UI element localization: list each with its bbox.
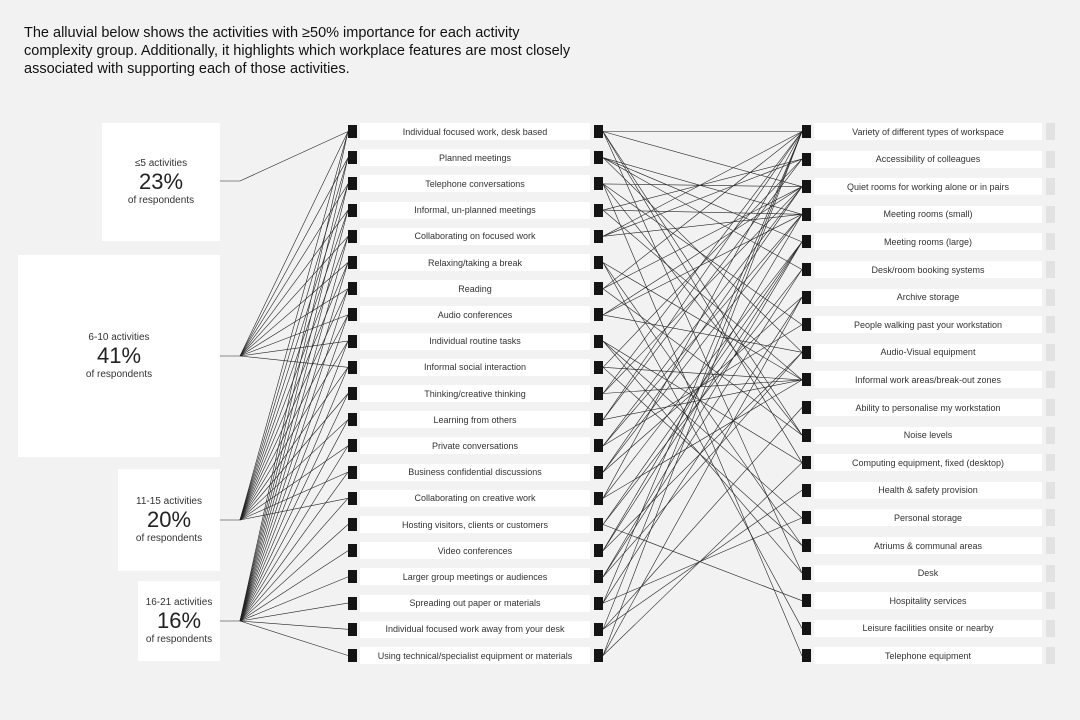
group-activity-link xyxy=(240,603,348,621)
group-activity-link xyxy=(240,472,348,520)
activity-label: Thinking/creative thinking xyxy=(360,385,590,402)
feature-label: Meeting rooms (large) xyxy=(814,233,1042,250)
activity-marker-left xyxy=(348,439,357,452)
activity-feature-link xyxy=(603,242,802,551)
activity-label: Business confidential discussions xyxy=(360,464,590,481)
activity-label: Learning from others xyxy=(360,411,590,428)
feature-marker xyxy=(802,539,811,552)
feature-label: Computing equipment, fixed (desktop) xyxy=(814,454,1042,471)
activity-marker-left xyxy=(348,492,357,505)
group-box xyxy=(102,123,220,241)
feature-label: Personal storage xyxy=(814,509,1042,526)
group-label: 16-21 activities xyxy=(145,597,213,608)
feature-label: Ability to personalise my workstation xyxy=(814,399,1042,416)
group-percent: 16% xyxy=(156,608,202,633)
group-percent: 20% xyxy=(146,507,192,532)
feature-label: Variety of different types of workspace xyxy=(814,123,1042,140)
activity-label: Individual focused work away from your desk xyxy=(360,621,590,638)
activity-feature-link xyxy=(603,341,802,573)
feature-endcap xyxy=(1046,454,1055,471)
feature-marker xyxy=(802,401,811,414)
feature-marker xyxy=(802,263,811,276)
feature-marker xyxy=(802,484,811,497)
feature-endcap xyxy=(1046,233,1055,250)
feature-label: Hospitality services xyxy=(814,592,1042,609)
group-activity-link xyxy=(240,315,348,621)
feature-label: Meeting rooms (small) xyxy=(814,206,1042,223)
group-activity-link xyxy=(240,446,348,621)
group-activity-link xyxy=(240,184,348,621)
activity-marker-left xyxy=(348,623,357,636)
feature-endcap xyxy=(1046,123,1055,140)
activity-feature-link xyxy=(603,132,802,187)
activity-feature-link xyxy=(603,242,802,525)
feature-label: Noise levels xyxy=(814,427,1042,444)
feature-endcap xyxy=(1046,509,1055,526)
activity-feature-link xyxy=(603,490,802,629)
group-label: 11-15 activities xyxy=(136,496,202,507)
activity-label: Informal, un-planned meetings xyxy=(360,202,590,219)
feature-label: Archive storage xyxy=(814,289,1042,306)
activity-feature-link xyxy=(603,297,802,655)
activity-feature-link xyxy=(603,525,802,601)
activity-marker-right xyxy=(594,544,603,557)
activity-marker-left xyxy=(348,466,357,479)
group-activity-link xyxy=(240,525,348,622)
group-activity-link xyxy=(240,236,348,520)
feature-marker xyxy=(802,291,811,304)
activity-feature-link xyxy=(603,341,802,463)
feature-marker xyxy=(802,153,811,166)
group-sublabel: of respondents xyxy=(135,533,203,544)
feature-endcap xyxy=(1046,178,1055,195)
activity-feature-link xyxy=(603,352,802,577)
activity-label: Spreading out paper or materials xyxy=(360,595,590,612)
feature-endcap xyxy=(1046,261,1055,278)
group-label: ≤5 activities xyxy=(134,158,188,169)
activity-marker-left xyxy=(348,308,357,321)
feature-label: Atriums & communal areas xyxy=(814,537,1042,554)
activity-feature-link xyxy=(603,289,802,435)
activity-marker-right xyxy=(594,125,603,138)
feature-endcap xyxy=(1046,344,1055,361)
feature-marker xyxy=(802,429,811,442)
activity-label: Telephone conversations xyxy=(360,175,590,192)
feature-endcap xyxy=(1046,206,1055,223)
group-sublabel: of respondents xyxy=(127,195,195,206)
group-activity-link xyxy=(240,621,348,656)
activity-marker-right xyxy=(594,177,603,190)
activity-marker-right xyxy=(594,335,603,348)
activity-marker-right xyxy=(594,466,603,479)
feature-marker xyxy=(802,511,811,524)
activity-label: Relaxing/taking a break xyxy=(360,254,590,271)
activity-marker-left xyxy=(348,597,357,610)
activity-marker-left xyxy=(348,230,357,243)
activity-marker-left xyxy=(348,335,357,348)
feature-endcap xyxy=(1046,289,1055,306)
group-activity-link xyxy=(240,289,348,520)
activity-marker-left xyxy=(348,649,357,662)
feature-endcap xyxy=(1046,482,1055,499)
feature-endcap xyxy=(1046,427,1055,444)
activity-marker-left xyxy=(348,544,357,557)
feature-marker xyxy=(802,649,811,662)
activity-marker-right xyxy=(594,570,603,583)
activity-label: Informal social interaction xyxy=(360,359,590,376)
group-activity-link xyxy=(240,621,348,629)
feature-label: People walking past your workstation xyxy=(814,316,1042,333)
activity-label: Individual routine tasks xyxy=(360,333,590,350)
feature-label: Informal work areas/break-out zones xyxy=(814,371,1042,388)
activity-label: Hosting visitors, clients or customers xyxy=(360,516,590,533)
activity-feature-link xyxy=(603,315,802,352)
activity-feature-link xyxy=(603,463,802,656)
feature-marker xyxy=(802,125,811,138)
activity-feature-link xyxy=(603,380,802,498)
activity-label: Private conversations xyxy=(360,437,590,454)
group-sublabel: of respondents xyxy=(85,369,153,380)
activity-marker-right xyxy=(594,204,603,217)
group-activity-link xyxy=(240,132,348,622)
activity-marker-right xyxy=(594,597,603,610)
feature-marker xyxy=(802,235,811,248)
feature-endcap xyxy=(1046,647,1055,664)
group-label: 6-10 activities xyxy=(88,332,150,343)
feature-marker xyxy=(802,346,811,359)
feature-label: Health & safety provision xyxy=(814,482,1042,499)
feature-label: Telephone equipment xyxy=(814,647,1042,664)
activity-label: Larger group meetings or audiences xyxy=(360,568,590,585)
group-activity-link xyxy=(240,315,348,356)
activity-feature-link xyxy=(603,132,802,436)
group-activity-link xyxy=(240,420,348,621)
activity-label: Collaborating on creative work xyxy=(360,490,590,507)
activity-feature-link xyxy=(603,263,802,546)
activity-feature-link xyxy=(603,214,802,446)
activity-marker-left xyxy=(348,570,357,583)
activity-marker-left xyxy=(348,518,357,531)
activity-marker-left xyxy=(348,204,357,217)
feature-endcap xyxy=(1046,316,1055,333)
feature-endcap xyxy=(1046,592,1055,609)
feature-label: Accessibility of colleagues xyxy=(814,151,1042,168)
group-sublabel: of respondents xyxy=(145,634,213,645)
group-box xyxy=(138,581,220,661)
feature-marker xyxy=(802,567,811,580)
activity-marker-right xyxy=(594,492,603,505)
feature-endcap xyxy=(1046,151,1055,168)
activity-marker-right xyxy=(594,361,603,374)
activity-marker-right xyxy=(594,413,603,426)
activity-marker-right xyxy=(594,230,603,243)
feature-label: Quiet rooms for working alone or in pairs xyxy=(814,178,1042,195)
intro-text: The alluvial below shows the activities with ≥50% importance for each activity complexity group. Additionally, it highlights which workplace features are most closely associated with supporting each of those activities. xyxy=(24,25,571,77)
activity-marker-left xyxy=(348,361,357,374)
feature-endcap xyxy=(1046,537,1055,554)
activity-marker-right xyxy=(594,387,603,400)
feature-marker xyxy=(802,594,811,607)
feature-marker xyxy=(802,456,811,469)
feature-label: Leisure facilities onsite or nearby xyxy=(814,620,1042,637)
feature-label: Audio-Visual equipment xyxy=(814,344,1042,361)
feature-marker xyxy=(802,318,811,331)
group-activity-link xyxy=(240,132,348,182)
group-activity-link xyxy=(240,184,348,356)
activity-marker-left xyxy=(348,151,357,164)
feature-label: Desk xyxy=(814,565,1042,582)
activity-marker-left xyxy=(348,413,357,426)
activity-marker-right xyxy=(594,308,603,321)
group-box xyxy=(118,469,220,571)
feature-endcap xyxy=(1046,399,1055,416)
activity-label: Video conferences xyxy=(360,542,590,559)
group-activity-link xyxy=(240,158,348,621)
feature-label: Desk/room booking systems xyxy=(814,261,1042,278)
feature-marker xyxy=(802,180,811,193)
activity-label: Collaborating on focused work xyxy=(360,228,590,245)
activity-feature-link xyxy=(603,132,802,237)
activity-marker-right xyxy=(594,623,603,636)
activity-label: Reading xyxy=(360,280,590,297)
group-box xyxy=(18,255,220,457)
feature-endcap xyxy=(1046,371,1055,388)
activity-marker-left xyxy=(348,256,357,269)
group-activity-link xyxy=(240,263,348,357)
feature-endcap xyxy=(1046,620,1055,637)
activity-label: Planned meetings xyxy=(360,149,590,166)
feature-endcap xyxy=(1046,565,1055,582)
activity-marker-right xyxy=(594,282,603,295)
activity-marker-left xyxy=(348,282,357,295)
activity-feature-link xyxy=(603,367,802,380)
activity-marker-right xyxy=(594,649,603,662)
activity-feature-link xyxy=(603,242,802,577)
group-activity-link xyxy=(240,341,348,520)
activity-label: Audio conferences xyxy=(360,306,590,323)
group-percent: 41% xyxy=(96,343,142,368)
activity-feature-link xyxy=(603,159,802,367)
activity-marker-right xyxy=(594,151,603,164)
group-activity-link xyxy=(240,210,348,356)
activity-label: Individual focused work, desk based xyxy=(360,123,590,140)
group-activity-link xyxy=(240,263,348,622)
activity-marker-left xyxy=(348,125,357,138)
group-activity-link xyxy=(240,551,348,621)
activity-marker-left xyxy=(348,387,357,400)
activity-marker-right xyxy=(594,256,603,269)
activity-marker-right xyxy=(594,518,603,531)
feature-marker xyxy=(802,622,811,635)
activity-label: Using technical/specialist equipment or materials xyxy=(360,647,590,664)
feature-marker xyxy=(802,208,811,221)
feature-marker xyxy=(802,373,811,386)
activity-marker-right xyxy=(594,439,603,452)
group-activity-link xyxy=(240,236,348,621)
activity-feature-link xyxy=(603,263,802,629)
group-activity-link xyxy=(240,341,348,356)
activity-marker-left xyxy=(348,177,357,190)
group-percent: 23% xyxy=(138,169,184,194)
